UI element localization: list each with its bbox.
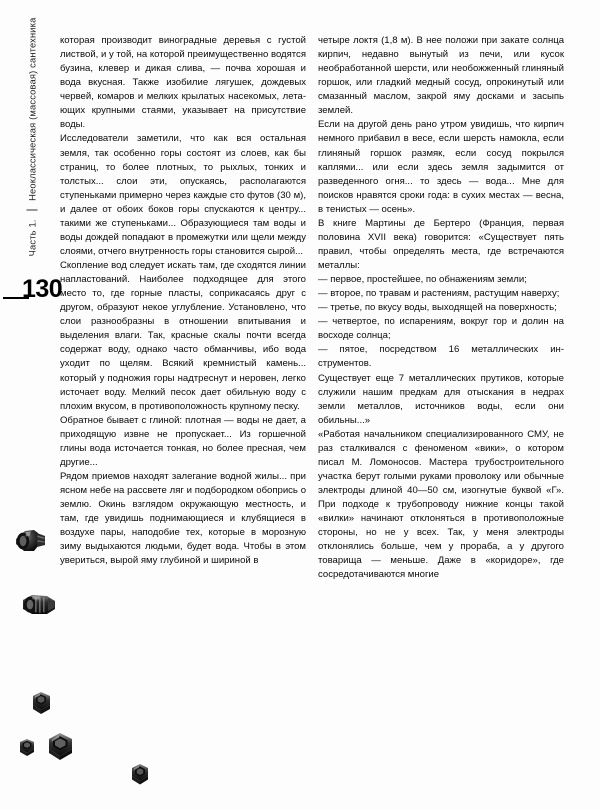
pipe-fitting-coupling-illustration xyxy=(20,592,58,618)
list-item: — четвертое, по испарениям, вокруг гор и долин на восходе солнца; xyxy=(318,316,564,342)
running-head-title: Неоклассическая (массовая) сантехника xyxy=(27,17,38,201)
paragraph: четыре локтя (1,8 м). В нее положи при закате солнца кирпич, недавно вынутый из печи, или кусок необработанной шерсти, или необожженный глиняный горшок, или гладкий медный сосуд, опрокинутый или смазанный маслом, закрой яму досками и засыпь землей. xyxy=(318,35,564,117)
paragraph: Скопление вод следует искать там, где сходятся линии напластований. Наиболее подходящее для этого место то, где горные пласты, соприкасаясь друг с другом, образуют некое углубление. Установлено, что слои разнообразны в отношении впитывания и выделения влаги. Так, красные скалы почти всегда содержат воду, однако часто обманчивы, ибо вода уходит по щелям. Всякий кремнистый камень... который у подножия горы надтреснут и неровен, легко источает воду. Мелкий песок дает обильную воду с плохим вкусом, в противоположность крупному песку. xyxy=(60,260,306,412)
pipe-fitting-hex-nut-bottom-illustration xyxy=(128,762,154,791)
list-item: — первое, простейшее, по обнажениям земли; xyxy=(318,274,527,286)
pipe-fitting-hex-nut-small-illustration xyxy=(28,690,56,716)
pipe-fitting-flare-nut-illustration xyxy=(14,527,48,557)
text-column-right xyxy=(318,34,564,769)
running-head xyxy=(27,18,38,298)
paragraph: Существует еще 7 металлических прутиков, которые служили нашим предкам для отыскания в недрах земли металлов, источников воды, если они обильны...» xyxy=(318,372,564,426)
paragraph: «Работая начальником специализированного СМУ, не раз сталкивался с феноменом «вики», о котором писал М. Ломоносов. Мастера трубостроительного участка берут голыми руками проволоку или обычные электроды длиной 40—50 см, изогнутые буквой «Г». При подходе к трубопроводу нижние концы такой «вилки» начинают отклоняться в противоположные стороны, но не у всех. Так, у меня электроды отклонялись больше, чем у прораба, а у другого товарища — меньше. Даже в «коридоре», где сосредотачиваются многие xyxy=(318,428,564,581)
paragraph: Исследователи заметили, что как вся остальная земля, так особенно горы состоят из слоев, как бы страниц, то более плотных, то рыхлых, тонких и толстых... слои эти, опускаясь, располагаются ступеньками примерно через каждые сто футов (30 м), и далее от обоих боков горы спускаются к центру... такими же ступеньками... Образующиеся там воды и воды дождей попадают в промежутки или щели между слоями, отчего внутренность горы становится сырой... xyxy=(60,133,306,257)
pipe-fitting-hex-nut-tiny-illustration xyxy=(16,737,39,758)
list-item: — пятое, посредством 16 металлических инструментов. xyxy=(318,344,564,370)
page-number: 130 xyxy=(22,275,63,303)
page-margin xyxy=(0,0,63,810)
paragraph: В книге Мартины де Бертеро (Франция, первая половина XVII века) говорится: «Существует пять правил, чтобы определять места, где встречаются металлы: xyxy=(318,217,564,271)
text-column-left xyxy=(60,34,306,769)
list-item: — третье, по вкусу воды, выходящей на поверхность; xyxy=(318,302,557,314)
paragraph: Рядом приемов находят залегание водной жилы... при ясном небе на рассвете ляг и подбородком обопрись о землю. Окинь взглядом окружающую местность, и там, где увидишь поднимающиеся и клубящиеся в воздухе пары, наподобие тех, которые в морозную зиму выдыхаются людьми, будет вода. Чтобы в этом увериться, вырой яму глубиной и шириной в xyxy=(60,470,306,567)
paragraph: Обратное бывает с глиной: плотная — воды не дает, а приходящую извне не пропускает... Из горшечной глины вода источается тонкая, но более пресная, чем другие... xyxy=(60,414,306,468)
paragraph: Если на другой день рано утром увидишь, что кирпич немного прибавил в весе, если шерсть намокла, если глиняный горшок размяк, если сосуд покрылся каплями... или если здесь земля задымится от разведенного огня... то здесь — вода... Мне для поисков нравятся сроки года: в сухих местах — весна, в тенистых — осень». xyxy=(318,119,564,215)
running-head-divider xyxy=(27,210,38,211)
list-item: — второе, по травам и растениям, растущим наверху; xyxy=(318,288,560,300)
page-text-body xyxy=(60,34,565,769)
paragraph: которая производит виноградные деревья с густой листвой, и у той, на которой преимущественно водятся бузина, клевер и дикая слива, — почва хорошая и вода вкусная. Также изобилие лягушек, дождевых червей, комаров и мелких крылатых насекомых, летающих крупными стаями, указывает на присутствие воды. xyxy=(60,35,306,131)
running-head-part: Часть 1. xyxy=(27,219,38,257)
